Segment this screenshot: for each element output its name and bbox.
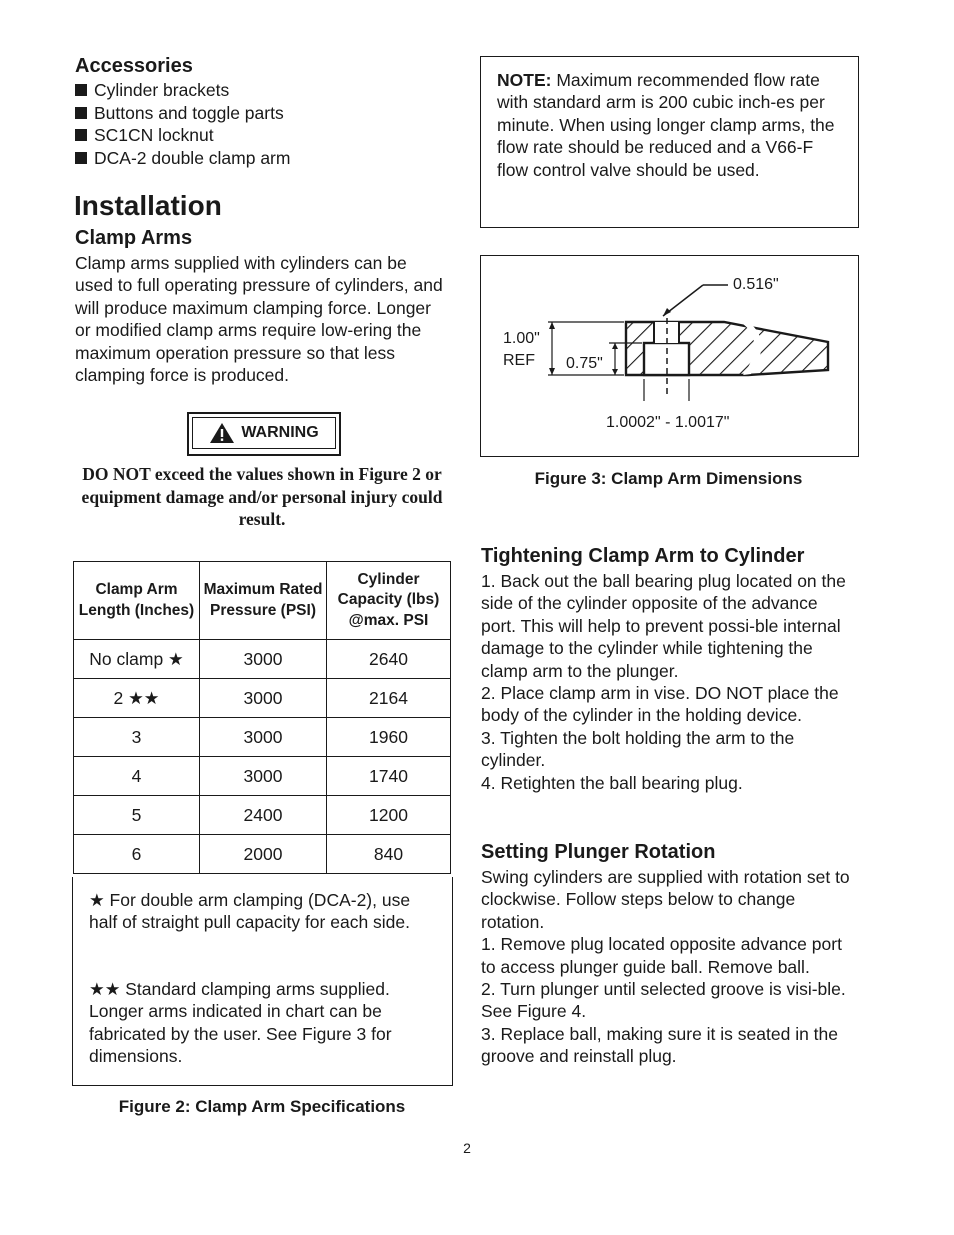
table-cell: 2000: [200, 835, 327, 874]
table-cell: 3000: [200, 679, 327, 718]
figure-3-frame: [480, 255, 859, 457]
rotation-steps: [481, 866, 856, 1068]
page-number: 2: [463, 1140, 471, 1156]
table-cell: 1200: [327, 796, 451, 835]
bullet-square-icon: [75, 107, 87, 119]
table-cell: 1960: [327, 718, 451, 757]
table-row: [74, 757, 451, 796]
list-item: 2. Turn plunger until selected groove is visi-ble. See Figure 4.: [481, 979, 846, 1022]
table-cell: 3000: [200, 757, 327, 796]
column-header: Clamp Arm Length (Inches): [74, 562, 200, 640]
rotation-intro: Swing cylinders are supplied with rotation set to clockwise. Follow steps below to change rotation.: [481, 867, 850, 932]
warning-triangle-icon: [209, 422, 235, 444]
table-header-row: [74, 562, 451, 640]
dim-ref-label: REF: [503, 352, 535, 369]
dim-bore-label: 1.0002" - 1.0017": [606, 414, 730, 431]
clamp-arms-paragraph: Clamp arms supplied with cylinders can be used to full operating pressure of cylinders, and will produce maximum clamping force. Longer or modified clamp arms require low-ering the maximum operation pressure so that less clamping force is produced.: [75, 253, 443, 386]
table-cell: 3: [74, 718, 200, 757]
note-text: NOTE: Maximum recommended flow rate with standard arm is 200 cubic inch-es per minute. When using longer clamp arms, the flow rate should be reduced and a V66-F flow control valve should be used.: [497, 70, 835, 180]
dim-inner-label: 0.75": [566, 355, 603, 372]
table-cell: 2400: [200, 796, 327, 835]
table-cell: No clamp ★: [74, 640, 200, 679]
table-cell: 2 ★★: [74, 679, 200, 718]
list-item: 1. Remove plug located opposite advance port to access plunger guide ball. Remove ball.: [481, 934, 842, 977]
installation-heading: Installation: [74, 190, 222, 221]
note-double-star: ★★ Standard clamping arms supplied. Longer arms indicated in chart can be fabricated by the user. See Figure 3 for dimensions.: [89, 979, 392, 1067]
note-single-star: ★ For double arm clamping (DCA-2), use half of straight pull capacity for each side.: [89, 890, 411, 933]
list-item: 4. Retighten the ball bearing plug.: [481, 772, 743, 793]
table-row: [74, 718, 451, 757]
warning-label: [187, 412, 341, 456]
flow-rate-note: [480, 56, 859, 228]
table-cell: 3000: [200, 640, 327, 679]
table-row: [74, 640, 451, 679]
tightening-steps: [481, 570, 856, 794]
rotation-heading: Setting Plunger Rotation: [481, 841, 716, 863]
table-row: [74, 835, 451, 874]
dim-top-label: 0.516": [733, 276, 779, 293]
bullet-square-icon: [75, 129, 87, 141]
figure-3-caption: Figure 3: Clamp Arm Dimensions: [534, 469, 803, 488]
table-cell: 2640: [327, 640, 451, 679]
list-item: Buttons and toggle parts: [75, 102, 435, 125]
table-cell: 1740: [327, 757, 451, 796]
list-item: 3. Replace ball, making sure it is seated in the groove and reinstall plug.: [481, 1023, 838, 1067]
table-cell: 5: [74, 796, 200, 835]
list-item: SC1CN locknut: [75, 124, 435, 147]
clamp-arm-spec-table: [73, 561, 451, 874]
warning-text-label: WARNING: [241, 424, 319, 441]
column-header: Maximum Rated Pressure (PSI): [200, 562, 327, 640]
table-row: [74, 679, 451, 718]
warning-message: DO NOT exceed the values shown in Figure 2 or equipment damage and/or personal injury could result.: [81, 464, 443, 529]
table-cell: 6: [74, 835, 200, 874]
column-header: Cylinder Capacity (lbs) @max. PSI: [327, 562, 451, 640]
bullet-square-icon: [75, 84, 87, 96]
table-cell: 3000: [200, 718, 327, 757]
figure-2-caption: Figure 2: Clamp Arm Specifications: [118, 1097, 406, 1116]
accessories-list: [75, 79, 435, 169]
clamp-arm-dimension-drawing: [481, 256, 858, 456]
list-item: Cylinder brackets: [75, 79, 435, 102]
accessories-heading: Accessories: [75, 55, 193, 77]
table-notes: [72, 877, 453, 1086]
list-item: DCA-2 double clamp arm: [75, 147, 435, 170]
list-item: 1. Back out the ball bearing plug located on the side of the cylinder opposite of the advance port. This will help to prevent possi-ble internal damage to the cylinder while tightening the clamp arm to the plunger.: [481, 571, 846, 681]
bullet-square-icon: [75, 152, 87, 164]
tightening-heading: Tightening Clamp Arm to Cylinder: [481, 545, 805, 567]
dim-height-label: 1.00": [503, 330, 540, 347]
table-row: [74, 796, 451, 835]
table-cell: 840: [327, 835, 451, 874]
list-item: 2. Place clamp arm in vise. DO NOT place the body of the cylinder in the holding device.: [481, 683, 839, 726]
table-cell: 2164: [327, 679, 451, 718]
list-item: 3. Tighten the bolt holding the arm to the cylinder.: [481, 727, 795, 771]
table-cell: 4: [74, 757, 200, 796]
clamp-arms-heading: Clamp Arms: [75, 227, 193, 249]
